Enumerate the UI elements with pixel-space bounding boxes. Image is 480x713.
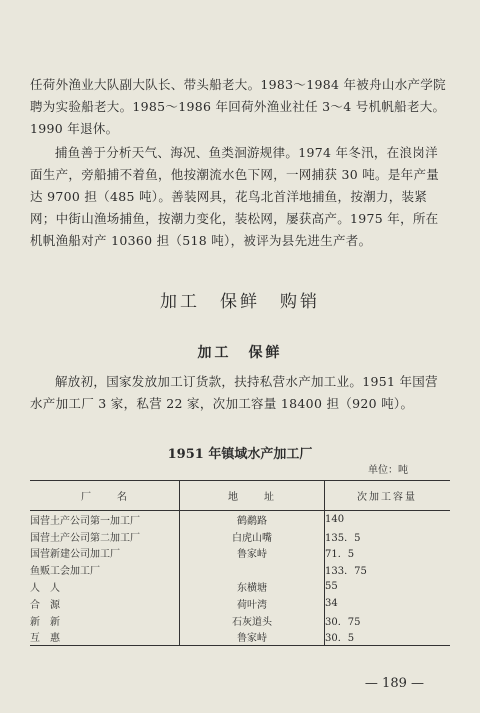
cell-capacity: 34 [325, 595, 451, 612]
biography-paragraph-fishing: 捕鱼善于分析天气、海况、鱼类洄游规律。1974 年冬汛，在浪岗洋面生产，旁船捕不着鱼，他按潮流水色下网，一网捕获 30 吨。是年产量达 9700 担（485 吨）。善装网具，花鸟北首洋地捕鱼，按潮力，装紧网；中街山渔场捕鱼，按潮力变化，装松网，屡获高产。1975 年，所在机帆渔船对产 10360 担（518 吨），被评为县先进生产者。 [30, 145, 440, 248]
cell-capacity: 30．75 [325, 612, 451, 629]
cell-capacity: 135．5 [325, 528, 451, 545]
table-row [30, 578, 450, 595]
header-name: 厂 名 [30, 481, 180, 511]
cell-capacity: 71．5 [325, 545, 451, 562]
cell-address: 白虎山嘴 [180, 528, 325, 545]
header-capacity: 次加工容量 [325, 481, 451, 511]
cell-name: 人 人 [30, 583, 60, 595]
cell-name: 国营新建公司加工厂 [30, 549, 120, 561]
cell-name: 互 惠 [30, 629, 180, 646]
subsection-title: 加工 保鲜 [197, 345, 283, 361]
table-unit: 单位：吨 [368, 465, 408, 476]
cell-capacity: 30．5 [325, 629, 451, 646]
cell-name: 新 新 [30, 616, 60, 628]
table-row [30, 511, 450, 528]
table-row [30, 629, 450, 646]
cell-address: 荷叶湾 [180, 595, 325, 612]
cell-address: 鲁家峙 [180, 629, 325, 646]
biography-paragraph-end: 任荷外渔业大队副大队长、带头船老大。1983～1984 年被舟山水产学院聘为实验船老大。1985～1986 年回荷外渔业社任 3～4 号机帆船老大。1990 年退休。 [30, 77, 446, 136]
intro-paragraph: 解放初，国家发放加工订货款，扶持私营水产加工业。1951 年国营水产加工厂 3 家，私营 22 家，次加工容量 18400 担（920 吨）。 [30, 374, 438, 411]
processing-plants-table [30, 480, 450, 646]
table-row [30, 595, 450, 612]
table-header-row [30, 481, 450, 511]
header-address: 地 址 [180, 481, 325, 511]
cell-name: 鱼贩工会加工厂 [30, 566, 100, 578]
cell-address: 鹤鹬路 [180, 511, 325, 528]
cell-capacity: 55 [325, 578, 451, 595]
table-row [30, 612, 450, 629]
cell-address: 鲁家峙 [180, 545, 325, 562]
section-title: 加工 保鲜 购销 [160, 292, 320, 312]
cell-name: 国营土产公司第一加工厂 [30, 515, 140, 527]
cell-capacity: 140 [325, 511, 451, 528]
cell-capacity: 133．75 [325, 561, 451, 578]
cell-address: 石灰道头 [180, 612, 325, 629]
table-title: 1951 年镇域水产加工厂 [167, 447, 313, 462]
page-number: — 189 — [364, 676, 424, 691]
table-row [30, 545, 450, 562]
cell-name: 合 源 [30, 599, 60, 611]
cell-name: 国营土产公司第二加工厂 [30, 532, 140, 544]
cell-address: 东横塘 [180, 578, 325, 595]
table-row [30, 528, 450, 545]
cell-address [180, 561, 325, 578]
table-row [30, 561, 450, 578]
